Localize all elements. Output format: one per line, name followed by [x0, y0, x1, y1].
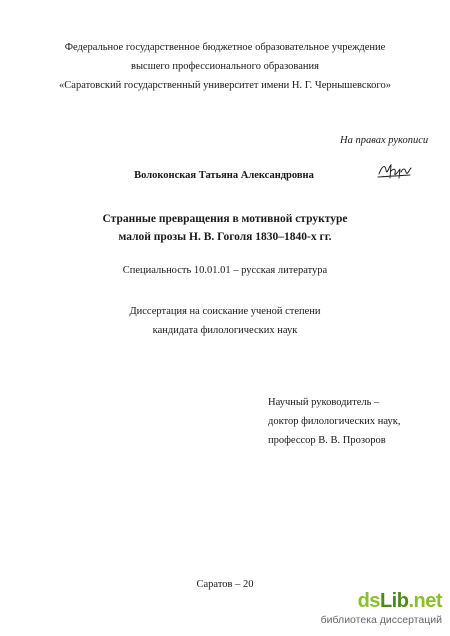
supervisor-line-2: доктор филологических наук,	[268, 416, 401, 427]
watermark	[312, 590, 442, 630]
institution-line-1: Федеральное государственное бюджетное образовательное учреждение	[64, 42, 386, 53]
dissertation-title-line-2: малой прозы Н. В. Гоголя 1830–1840-х гг.	[118, 231, 332, 243]
dissertation-title-line-1: Странные превращения в мотивной структуре	[102, 213, 348, 225]
watermark-brand: dsLib.net	[357, 590, 442, 612]
watermark-subtitle: библиотека диссертаций	[320, 614, 442, 626]
institution-line-3: «Саратовский государственный университет имени Н. Г. Чернышевского»	[59, 80, 391, 91]
supervisor-line-1: Научный руководитель –	[268, 397, 380, 408]
dissertation-degree-line-2: кандидата филологических наук	[152, 325, 298, 336]
city-year: Саратов – 20	[196, 579, 254, 590]
supervisor-line-3: профессор В. В. Прозоров	[268, 435, 386, 446]
manuscript-rights: На правах рукописи	[340, 135, 429, 146]
specialty: Специальность 10.01.01 – русская литература	[122, 265, 328, 276]
institution-line-2: высшего профессионального образования	[131, 61, 319, 72]
signature-icon	[376, 160, 412, 182]
author-name: Волоконская Татьяна Александровна	[134, 170, 314, 181]
dissertation-degree-line-1: Диссертация на соискание ученой степени	[129, 306, 321, 317]
